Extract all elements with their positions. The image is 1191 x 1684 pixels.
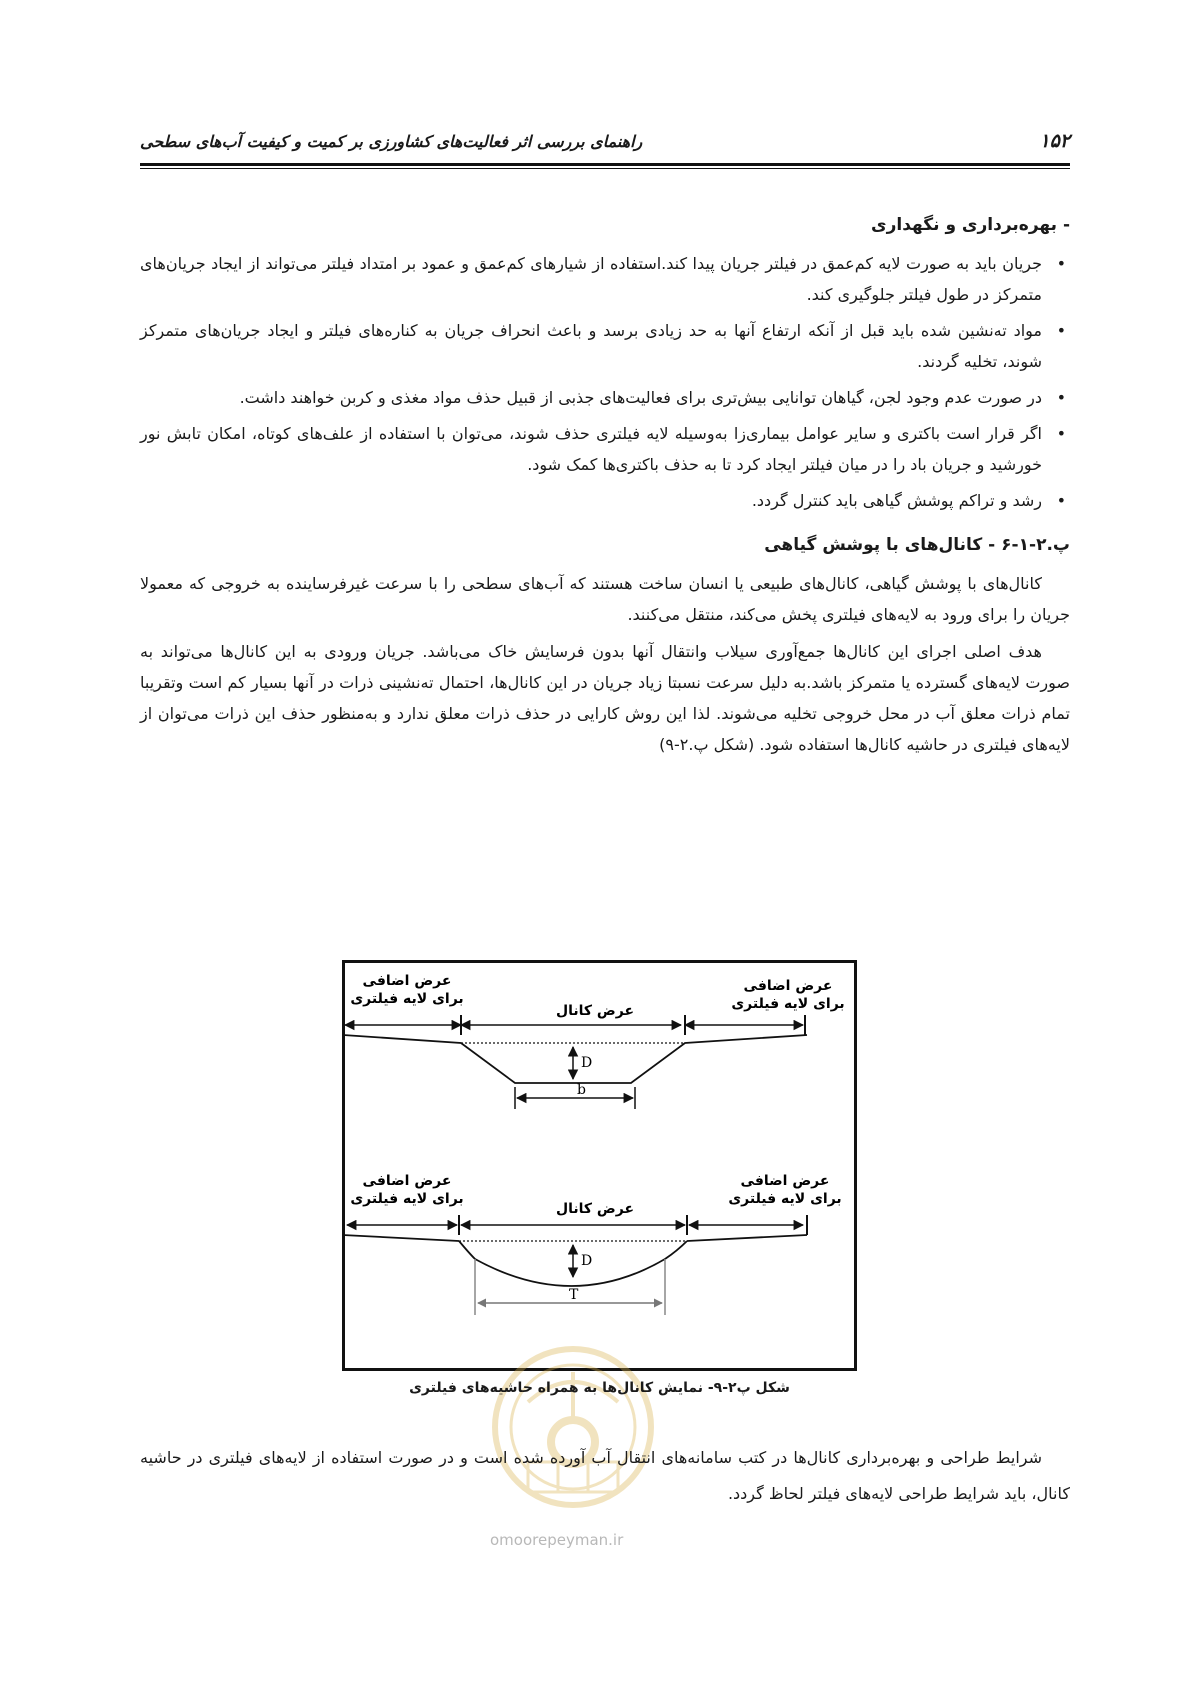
depth-label: D <box>581 1055 593 1071</box>
paragraph: هدف اصلی اجرای این کانال‌ها جمع‌آوری سیلاب وانتقال آنها بدون فرسایش خاک می‌باشد. جریان ورودی به این کانال‌ها می‌تواند به صورت لایه‌های گسترده یا متمرکز باشد.به دلیل سرعت نسبتا زیاد جریان در این کانال‌ها، احتمال ته‌نشینی ذرات در آنها بسیار کم است وتقریبا تمام ذرات معلق آب در محل خروجی تخلیه می‌شوند. لذا این روش کارایی در حذف ذرات معلق ندارد و به‌منظور حذف این ذرات می‌توان از لایه‌های فیلتری در حاشیه کانال‌ها استفاده شود. (شکل پ.۲-۹) <box>140 642 1070 754</box>
paragraph: کانال‌های با پوشش گیاهی، کانال‌های طبیعی یا انسان ساخت هستند که آب‌های سطحی را با سرعت غیرفرساینده به خروجی که معمولا جریان را برای ورود به لایه‌های فیلتری پخش می‌کند، منتقل می‌کنند. <box>140 574 1070 624</box>
left-extra-width-label: عرض اضافی <box>362 973 452 989</box>
channel-width-label-2: عرض کانال <box>555 1201 635 1217</box>
left-extra-width-label-2: عرض اضافی <box>362 1173 452 1189</box>
list-item: • مواد ته‌نشین شده باید قبل از آنکه ارتفاع آنها به حد زیادی برسد و باعث انحراف جریان به کناره‌های فیلتر و ایجاد جریان‌های متمرکز شوند، تخلیه گردند. <box>140 315 1070 377</box>
page-number: ۱۵۲ <box>1039 130 1070 152</box>
top-width-label: T <box>569 1287 579 1303</box>
right-extra-width-label-2: عرض اضافی <box>740 1173 830 1189</box>
left-filter-label: برای لایه فیلتری <box>350 991 464 1007</box>
left-filter-label-2: برای لایه فیلتری <box>350 1191 464 1207</box>
depth-label-2: D <box>581 1253 593 1269</box>
bullet-icon: • <box>1056 254 1066 273</box>
bullet-icon: • <box>1056 321 1066 340</box>
page-header <box>140 126 1070 162</box>
bullet-icon: • <box>1056 424 1066 443</box>
right-filter-label-2: برای لایه فیلتری <box>728 1191 842 1207</box>
bullet-list <box>140 248 1070 516</box>
list-item: • رشد و تراکم پوشش گیاهی باید کنترل گردد. <box>140 485 1070 516</box>
channel-width-label: عرض کانال <box>555 1003 635 1019</box>
list-item: • اگر قرار است باکتری و سایر عوامل بیماری‌زا به‌وسیله لایه فیلتری حذف شوند، می‌توان با استفاده از علف‌های کوتاه، امکان تابش نور خورشید و جریان باد را در میان فیلتر ایجاد کرد تا به حذف باکتری‌ها کمک شود. <box>140 418 1070 480</box>
list-item: • جریان باید به صورت لایه کم‌عمق در فیلتر جریان پیدا کند.استفاده از شیارهای کم‌عمق و عمود بر امتداد فیلتر می‌تواند از ایجاد جریان‌های متمرکز در طول فیلتر جلوگیری کند. <box>140 248 1070 310</box>
paragraph: شرایط طراحی و بهره‌برداری کانال‌ها در کتب سامانه‌های انتقال آب آورده شده است و در صورت استفاده از لایه‌های فیلتری در حاشیه کانال، باید شرایط طراحی لایه‌های فیلتر لحاظ گردد. <box>140 1448 1070 1503</box>
list-item: • در صورت عدم وجود لجن، گیاهان توانایی بیش‌تری برای فعالیت‌های جذبی از قبیل حذف مواد مغذی و کربن خواهند داشت. <box>140 382 1070 413</box>
bullet-icon: • <box>1056 388 1066 407</box>
closing-paragraph-block <box>140 1440 1070 1512</box>
bullet-icon: • <box>1056 491 1066 510</box>
main-content <box>140 210 1070 766</box>
header-rule-thin <box>140 168 1070 169</box>
bottom-width-label: b <box>577 1082 586 1098</box>
right-filter-label: برای لایه فیلتری <box>731 996 845 1012</box>
section-heading-vegetated-channels: پ.۲-۱-۶ - کانال‌های با پوشش گیاهی <box>764 535 1070 555</box>
channel-figure <box>342 960 857 1371</box>
watermark-url: omoorepeyman.ir <box>490 1531 624 1549</box>
running-title: راهنمای بررسی اثر فعالیت‌های کشاورزی بر کمیت و کیفیت آب‌های سطحی <box>140 132 643 151</box>
section-heading-maintenance: - بهره‌برداری و نگهداری <box>871 215 1070 235</box>
channel-diagram <box>345 963 854 1368</box>
right-extra-width-label: عرض اضافی <box>743 978 833 994</box>
figure-caption: شکل پ۲-۹- نمایش کانال‌ها به همراه حاشیه‌های فیلتری <box>409 1380 790 1396</box>
header-rule-thick <box>140 163 1070 166</box>
trapezoid-channel-profile <box>345 1035 807 1083</box>
